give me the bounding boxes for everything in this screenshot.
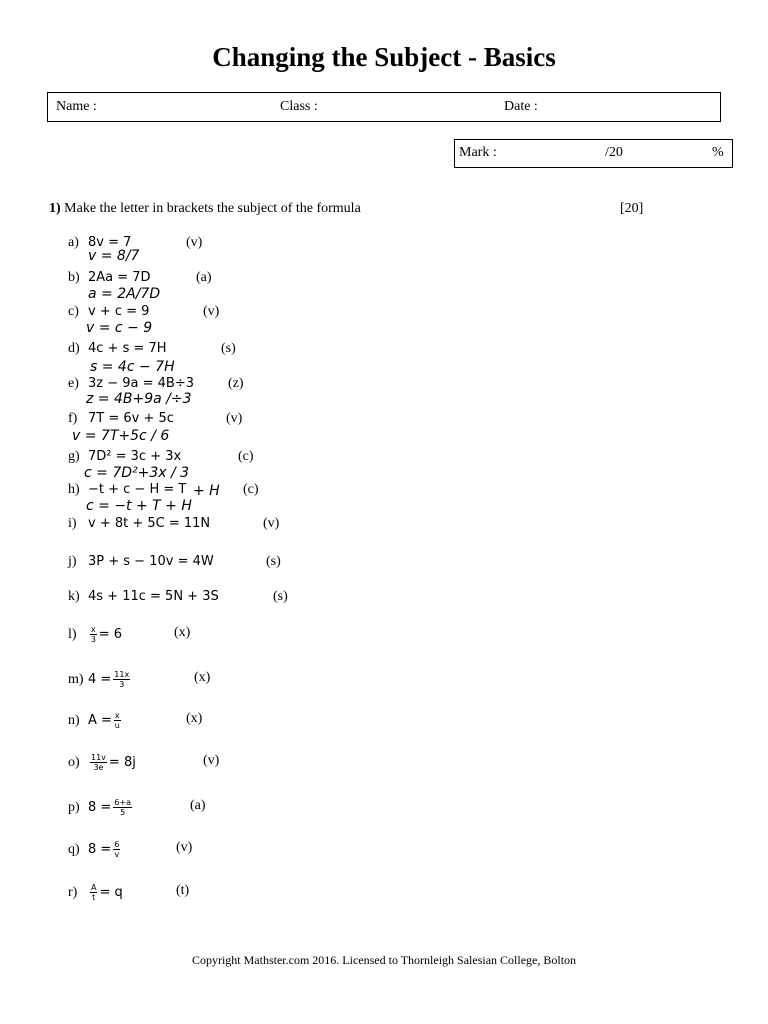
item-label: k) bbox=[68, 589, 80, 604]
handwritten-answer-d: s = 4c − 7H bbox=[90, 359, 175, 375]
handwritten-answer-b: a = 2A/7D bbox=[88, 286, 161, 302]
formula-right: = 8j bbox=[108, 755, 136, 770]
item-label: o) bbox=[68, 755, 80, 770]
question-item bbox=[68, 516, 280, 532]
question-item bbox=[68, 670, 211, 689]
handwritten-answer-h: c = −t + T + H bbox=[86, 498, 192, 514]
item-label: j) bbox=[68, 554, 77, 569]
subject-variable: (c) bbox=[238, 449, 254, 464]
item-label: b) bbox=[68, 270, 80, 285]
handwritten-answer-h-extra: + H bbox=[193, 483, 220, 499]
item-label: n) bbox=[68, 713, 80, 728]
fraction-numerator: 6 bbox=[114, 840, 120, 849]
question-item bbox=[68, 753, 220, 772]
item-formula: 3P + s − 10v = 4W bbox=[88, 554, 214, 569]
item-label: m) bbox=[68, 672, 84, 687]
item-label: r) bbox=[68, 885, 78, 900]
subject-variable: (s) bbox=[266, 554, 281, 569]
subject-variable: (v) bbox=[203, 304, 220, 319]
mark-out-of: /20 bbox=[605, 145, 623, 160]
subject-variable: (a) bbox=[190, 798, 206, 813]
formula-left: A = bbox=[88, 713, 112, 728]
fraction-numerator: 11x bbox=[114, 670, 130, 679]
item-label: g) bbox=[68, 449, 80, 464]
question-item bbox=[68, 589, 288, 605]
item-formula bbox=[88, 842, 122, 857]
subject-variable: (v) bbox=[226, 411, 243, 426]
question-item bbox=[68, 304, 220, 320]
item-label: p) bbox=[68, 800, 80, 815]
subject-variable: (s) bbox=[221, 341, 236, 356]
item-label: l) bbox=[68, 627, 77, 642]
question-item bbox=[68, 270, 212, 286]
subject-variable: (x) bbox=[186, 711, 203, 726]
item-formula bbox=[88, 627, 122, 642]
question-item bbox=[68, 449, 254, 465]
handwritten-answer-a: v = 8/7 bbox=[88, 248, 140, 264]
fraction-numerator: x bbox=[91, 625, 96, 634]
subject-variable: (v) bbox=[176, 840, 193, 855]
item-formula bbox=[88, 885, 123, 900]
mark-label: Mark : bbox=[459, 145, 497, 160]
item-formula: 7T = 6v + 5c bbox=[88, 411, 174, 426]
formula-fraction bbox=[113, 670, 130, 689]
item-label: c) bbox=[68, 304, 79, 319]
item-formula bbox=[88, 672, 132, 687]
subject-variable: (v) bbox=[263, 516, 280, 531]
question-item bbox=[68, 840, 193, 859]
question-item bbox=[68, 341, 236, 357]
question-prompt bbox=[49, 201, 649, 217]
item-formula: 2Aa = 7D bbox=[88, 270, 151, 285]
handwritten-answer-e: z = 4B+9a /÷3 bbox=[86, 391, 192, 407]
subject-variable: (x) bbox=[194, 670, 211, 685]
student-info-box bbox=[47, 92, 721, 122]
page-title: Changing the Subject - Basics bbox=[212, 42, 556, 72]
handwritten-answer-g: c = 7D²+3x / 3 bbox=[84, 465, 190, 481]
item-label: q) bbox=[68, 842, 80, 857]
item-formula: 7D² = 3c + 3x bbox=[88, 449, 182, 464]
copyright-footer: Copyright Mathster.com 2016. Licensed to Thornleigh Salesian College, Bolton bbox=[191, 953, 577, 967]
item-label: i) bbox=[68, 516, 77, 531]
item-formula: 3z − 9a = 4B÷3 bbox=[88, 376, 194, 391]
subject-variable: (v) bbox=[186, 235, 203, 250]
question-item bbox=[68, 711, 203, 730]
subject-variable: (v) bbox=[203, 753, 220, 768]
formula-fraction bbox=[113, 840, 120, 859]
item-label: f) bbox=[68, 411, 78, 426]
formula-fraction bbox=[113, 798, 132, 817]
item-formula bbox=[88, 713, 123, 728]
question-marks: [20] bbox=[620, 201, 644, 216]
formula-left: 8 = bbox=[88, 800, 112, 815]
class-label: Class : bbox=[280, 99, 318, 114]
handwritten-answer-c: v = c − 9 bbox=[86, 320, 153, 336]
fraction-denominator: u bbox=[114, 721, 120, 730]
fraction-denominator: 3 bbox=[90, 635, 96, 644]
formula-fraction bbox=[90, 883, 97, 902]
question-item bbox=[68, 554, 281, 570]
item-formula: 8v = 7 bbox=[88, 235, 132, 250]
fraction-numerator: 11v bbox=[91, 753, 106, 762]
subject-variable: (z) bbox=[228, 376, 244, 391]
item-label: a) bbox=[68, 235, 79, 250]
subject-variable: (x) bbox=[174, 625, 191, 640]
subject-variable: (s) bbox=[273, 589, 288, 604]
mark-percent: % bbox=[712, 145, 724, 160]
mark-box bbox=[454, 139, 733, 168]
question-item bbox=[68, 883, 190, 902]
question-item bbox=[68, 798, 206, 817]
question-text: Make the letter in brackets the subject of the formula bbox=[64, 201, 361, 216]
formula-left: 8 = bbox=[88, 842, 112, 857]
name-label: Name : bbox=[56, 99, 97, 114]
question-number: 1) bbox=[49, 201, 61, 216]
fraction-numerator: x bbox=[114, 711, 120, 720]
item-formula: −t + c − H = T bbox=[88, 482, 187, 497]
fraction-denominator: 3 bbox=[119, 680, 125, 689]
question-item bbox=[68, 411, 243, 427]
date-label: Date : bbox=[504, 99, 538, 114]
fraction-denominator: t bbox=[92, 893, 96, 902]
formula-fraction bbox=[90, 753, 107, 772]
item-label: d) bbox=[68, 341, 80, 356]
formula-fraction bbox=[114, 711, 121, 730]
item-formula bbox=[88, 800, 134, 815]
item-formula: v + c = 9 bbox=[88, 304, 150, 319]
fraction-denominator: 3e bbox=[93, 763, 104, 772]
subject-variable: (a) bbox=[196, 270, 212, 285]
subject-variable: (c) bbox=[243, 482, 259, 497]
fraction-numerator: A bbox=[91, 883, 97, 892]
item-formula: v + 8t + 5C = 11N bbox=[88, 516, 211, 531]
item-formula: 4c + s = 7H bbox=[88, 341, 167, 356]
handwritten-answer-f: v = 7T+5c / 6 bbox=[72, 428, 170, 444]
item-label: e) bbox=[68, 376, 79, 391]
subject-variable: (t) bbox=[176, 883, 190, 898]
formula-right: = q bbox=[99, 885, 123, 900]
question-item bbox=[68, 625, 191, 644]
question-item bbox=[68, 482, 259, 498]
item-formula bbox=[88, 755, 136, 770]
formula-right: = 6 bbox=[98, 627, 123, 642]
formula-fraction bbox=[90, 625, 97, 644]
fraction-denominator: 5 bbox=[120, 808, 126, 817]
fraction-denominator: v bbox=[114, 850, 120, 859]
item-label: h) bbox=[68, 482, 80, 497]
fraction-numerator: 6+a bbox=[114, 798, 131, 807]
formula-left: 4 = bbox=[88, 672, 112, 687]
item-formula: 4s + 11c = 5N + 3S bbox=[88, 589, 219, 604]
question-item bbox=[68, 376, 244, 392]
